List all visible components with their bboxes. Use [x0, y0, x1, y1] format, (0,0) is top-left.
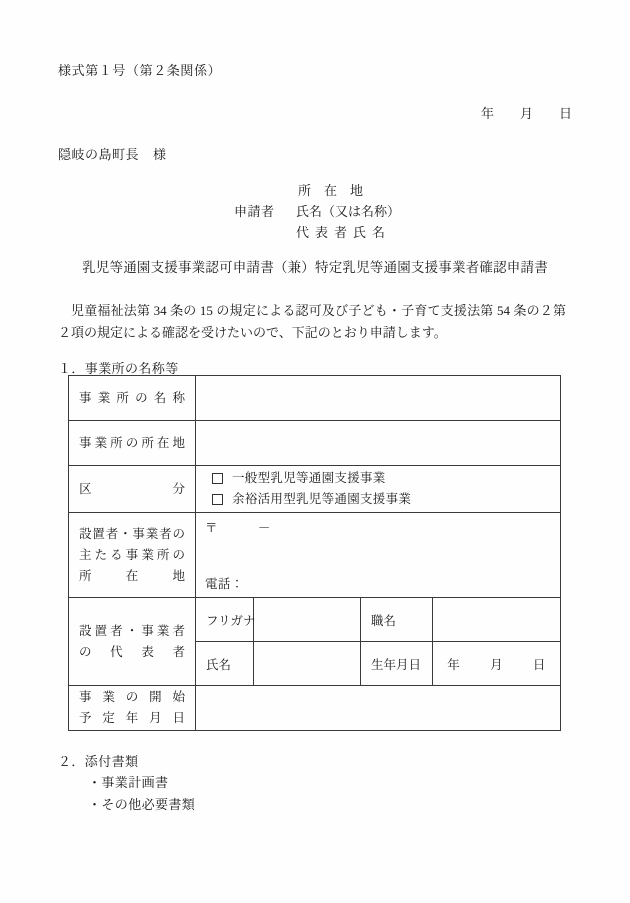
- office-information-table: [68, 375, 561, 731]
- birthdate-label-cell: 生年月日: [361, 642, 433, 686]
- checkbox-label-surplus: 余裕活用型乳児等通園支援事業: [232, 492, 412, 506]
- applicant-tag: 申請者: [234, 204, 275, 219]
- date-day-label: 日: [558, 106, 572, 121]
- attachment-list: [88, 772, 195, 816]
- representative-label-cell: 設置者・事業者 の代表者: [69, 598, 196, 686]
- office-name-label-cell: 事業所の名称: [69, 376, 196, 421]
- addressee-name: 隠岐の島町長: [58, 147, 140, 162]
- table-row-operator-address: [69, 513, 561, 598]
- applicant-representative-label: 代表者氏名: [296, 225, 392, 240]
- table-row-start-date: [69, 686, 561, 731]
- addressee-line: [58, 144, 167, 163]
- body-paragraph: 児童福祉法第 34 条の 15 の規定による認可及び子ども・子育て支援法第 54 条の２第２項の規定による確認を受けたいので、下記のとおり申請します。: [58, 303, 566, 340]
- office-address-label-cell: 事業所の所在地: [69, 421, 196, 466]
- postal-dash: －: [257, 521, 271, 535]
- name-value-cell[interactable]: [254, 642, 361, 686]
- date-month-label: 月: [519, 106, 533, 121]
- birthdate-year-label: 年: [447, 657, 461, 672]
- start-date-label-cell: 事業の開始 予定年月日: [69, 686, 196, 731]
- applicant-name-row: [234, 201, 400, 222]
- position-value-cell[interactable]: [433, 598, 561, 642]
- name-label-cell: 氏名: [196, 642, 254, 686]
- applicant-address-label: 所在地: [298, 183, 377, 198]
- checkbox-option-surplus[interactable]: [212, 489, 560, 510]
- birthdate-day-label: 日: [532, 657, 546, 672]
- form-number: 様式第１号（第２条関係）: [58, 63, 222, 78]
- section2-heading: ２．添付書類: [58, 754, 139, 769]
- applicant-representative-row: [234, 222, 400, 243]
- office-address-value-cell[interactable]: [196, 421, 561, 466]
- date-year-label: 年: [480, 106, 494, 121]
- checkbox-icon[interactable]: [212, 494, 223, 505]
- checkbox-label-general: 一般型乳児等通園支援事業: [232, 471, 386, 485]
- start-date-value-cell[interactable]: [196, 686, 561, 731]
- table-row-representative-furigana: [69, 598, 561, 642]
- telephone-label: 電話：: [205, 577, 244, 591]
- document-title: 乳児等通園支援事業認可申請書（兼）特定乳児等通園支援事業者確認申請書: [82, 260, 548, 275]
- applicant-block: [234, 180, 400, 243]
- checkbox-icon[interactable]: [212, 473, 223, 484]
- operator-address-label-cell: 設置者・事業者の 主たる事業所の 所在地: [69, 513, 196, 598]
- birthdate-value-cell[interactable]: [433, 642, 561, 686]
- table-row-category: [69, 466, 561, 513]
- date-line: [0, 103, 572, 122]
- category-label-cell: 区分: [69, 466, 196, 513]
- list-item: ・事業計画書: [88, 775, 169, 790]
- applicant-name-label: 氏名（又は名称）: [296, 204, 401, 219]
- list-item: ・その他必要書類: [88, 797, 196, 812]
- addressee-honorific: 様: [153, 147, 167, 162]
- table-row-office-name: [69, 376, 561, 421]
- postal-code-line: [205, 518, 271, 536]
- furigana-value-cell[interactable]: [254, 598, 361, 642]
- office-name-value-cell[interactable]: [196, 376, 561, 421]
- checkbox-option-general[interactable]: [212, 468, 560, 489]
- applicant-address-row: [234, 180, 400, 201]
- birthdate-month-label: 月: [490, 657, 503, 672]
- category-options-cell: [196, 466, 561, 513]
- section1-heading: １．事業所の名称等: [58, 361, 179, 376]
- position-label-cell: 職名: [361, 598, 433, 642]
- table-row-office-address: [69, 421, 561, 466]
- postal-mark-icon: 〒: [205, 521, 218, 535]
- furigana-label-cell: フリガナ: [196, 598, 254, 642]
- operator-address-value-cell[interactable]: [196, 513, 561, 598]
